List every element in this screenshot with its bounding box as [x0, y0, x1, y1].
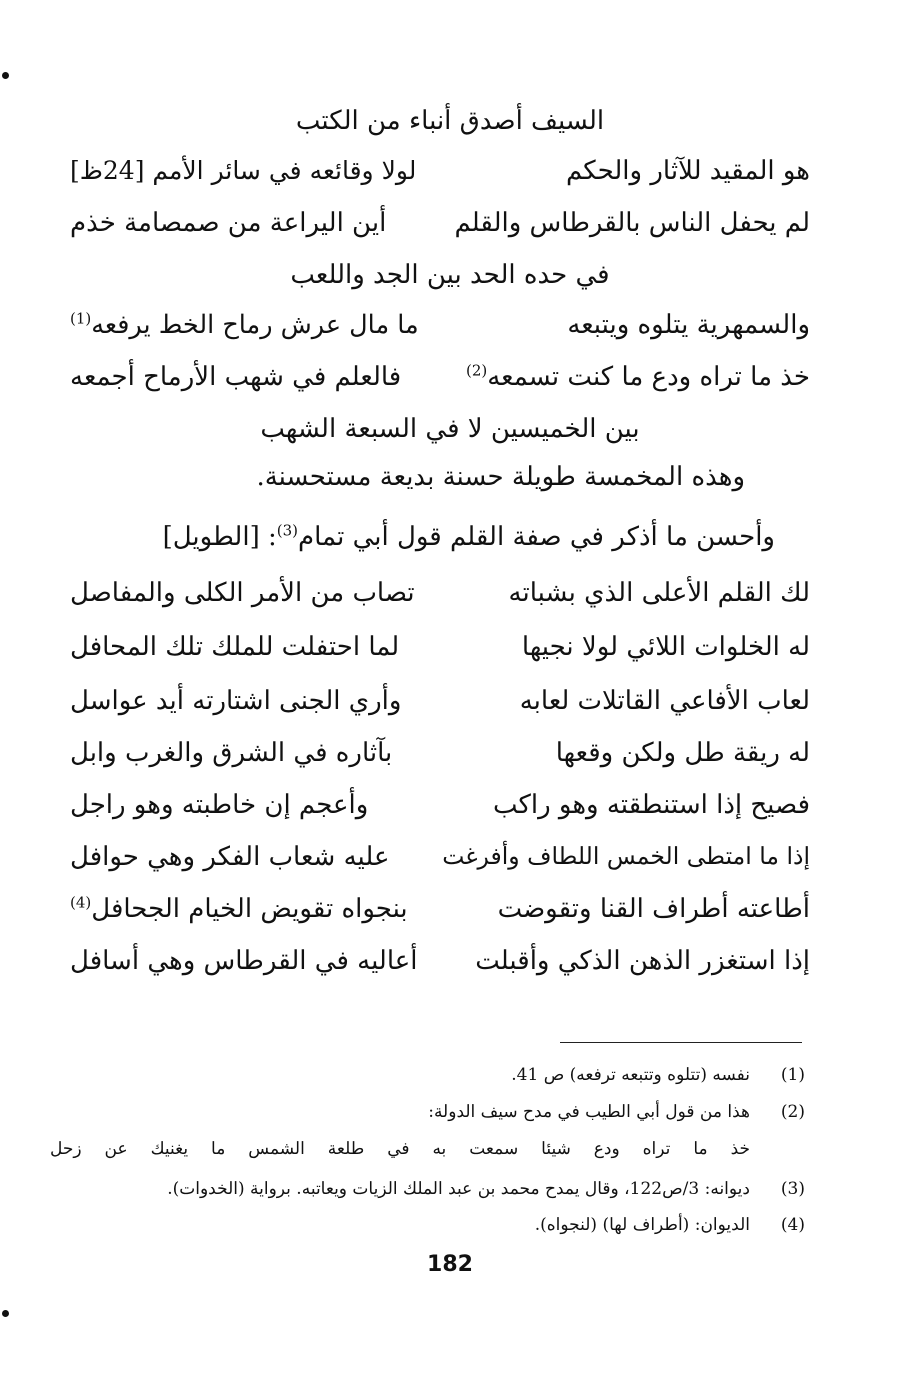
footnote-ref: (4) — [70, 893, 92, 912]
verse-hemistich-left: أعاليه في القرطاس وهي أسافل — [70, 946, 418, 976]
footnote-text: هذا من قول أبي الطيب في مدح سيف الدولة: — [428, 1102, 750, 1122]
footnote-separator — [560, 1042, 802, 1043]
verse-hemistich-right: أطاعته أطراف القنا وتقوضت — [497, 894, 810, 924]
page-number: 182 — [427, 1252, 473, 1277]
footnote-ref: (3) — [276, 521, 299, 540]
verse-hemistich-left: أين اليراعة من صمصامة خذم — [70, 208, 387, 238]
footnote-ref: (1) — [70, 309, 92, 328]
verse-hemistich-right: لعاب الأفاعي القاتلات لعابه — [519, 686, 810, 716]
verse-text: ما مال عرش رماح الخط يرفعه — [91, 310, 419, 340]
verse-line: في حده الحد بين الجد واللعب — [290, 260, 610, 290]
verse-hemistich-right: فصيح إذا استنطقته وهو راكب — [492, 790, 810, 820]
footnote-text: الديوان: (أطراف لها) (لنجواه). — [534, 1215, 750, 1235]
verse-hemistich-right: هو المقيد للآثار والحكم — [565, 156, 810, 186]
verse-hemistich-right — [440, 362, 810, 393]
margin-dot — [2, 1310, 9, 1317]
verse-line: السيف أصدق أنباء من الكتب — [295, 106, 605, 136]
verse-text: خذ ما تراه ودع ما كنت تسمعه — [487, 362, 810, 392]
verse-hemistich-left: تصاب من الأمر الكلى والمفاصل — [70, 578, 415, 608]
verse-hemistich-right: إذا ما امتطى الخمس اللطاف وأفرغت — [442, 842, 810, 870]
verse-hemistich-left: عليه شعاب الفكر وهي حوافل — [70, 842, 390, 872]
verse-hemistich-left: فالعلم في شهب الأرماح أجمعه — [70, 362, 402, 392]
footnote-ref: (2) — [465, 361, 488, 380]
footnote-number: (1) — [780, 1065, 805, 1085]
verse-hemistich-left: لما احتفلت للملك تلك المحافل — [70, 632, 400, 662]
verse-hemistich-right: لم يحفل الناس بالقرطاس والقلم — [454, 208, 810, 238]
footnote-verse: خذ ما تراه ودع شيئا سمعت به في طلعة الشمس ما يغنيك عن زحل — [50, 1139, 750, 1159]
verse-line: بين الخميسين لا في السبعة الشهب — [260, 414, 640, 444]
verse-hemistich-left: لولا وقائعه في سائر الأمم [24ظ] — [70, 156, 417, 185]
verse-hemistich-right: لك القلم الأعلى الذي بشباته — [508, 578, 810, 608]
verse-hemistich-left: وأعجم إن خاطبته وهو راجل — [70, 790, 369, 820]
footnote-text: نفسه (تتلوه وتتبعه ترفعه) ص 41. — [511, 1065, 750, 1085]
verse-hemistich-left: بآثاره في الشرق والغرب وابل — [70, 738, 393, 768]
verse-hemistich-right: إذا استغزر الذهن الذكي وأقبلت — [475, 946, 810, 976]
footnote-text: ديوانه: 3/ص122، وقال يمدح محمد بن عبد الملك الزيات ويعاتبه. برواية (الخدوات). — [167, 1179, 750, 1199]
verse-text: بنجواه تقويض الخيام الجحافل — [91, 894, 408, 924]
verse-hemistich-right: له الخلوات اللائي لولا نجيها — [521, 632, 810, 662]
prose-line: وهذه المخمسة طويلة حسنة بديعة مستحسنة. — [256, 462, 745, 492]
footnote-number: (4) — [780, 1215, 805, 1235]
footnote-number: (3) — [780, 1179, 805, 1199]
verse-hemistich-left — [70, 894, 420, 925]
verse-hemistich-left: وأري الجنى اشتارته أيد عواسل — [70, 686, 402, 716]
verse-hemistich-right: له ريقة طل ولكن وقعها — [555, 738, 810, 768]
verse-hemistich-right: والسمهرية يتلوه ويتبعه — [567, 310, 810, 340]
prose-line — [163, 522, 775, 553]
prose-text: وأحسن ما أذكر في صفة القلم قول أبي تمام — [298, 522, 775, 552]
margin-dot — [2, 72, 9, 79]
meter-label: : [الطويل] — [162, 522, 277, 552]
footnote-number: (2) — [780, 1102, 805, 1122]
verse-hemistich-left — [70, 310, 420, 341]
